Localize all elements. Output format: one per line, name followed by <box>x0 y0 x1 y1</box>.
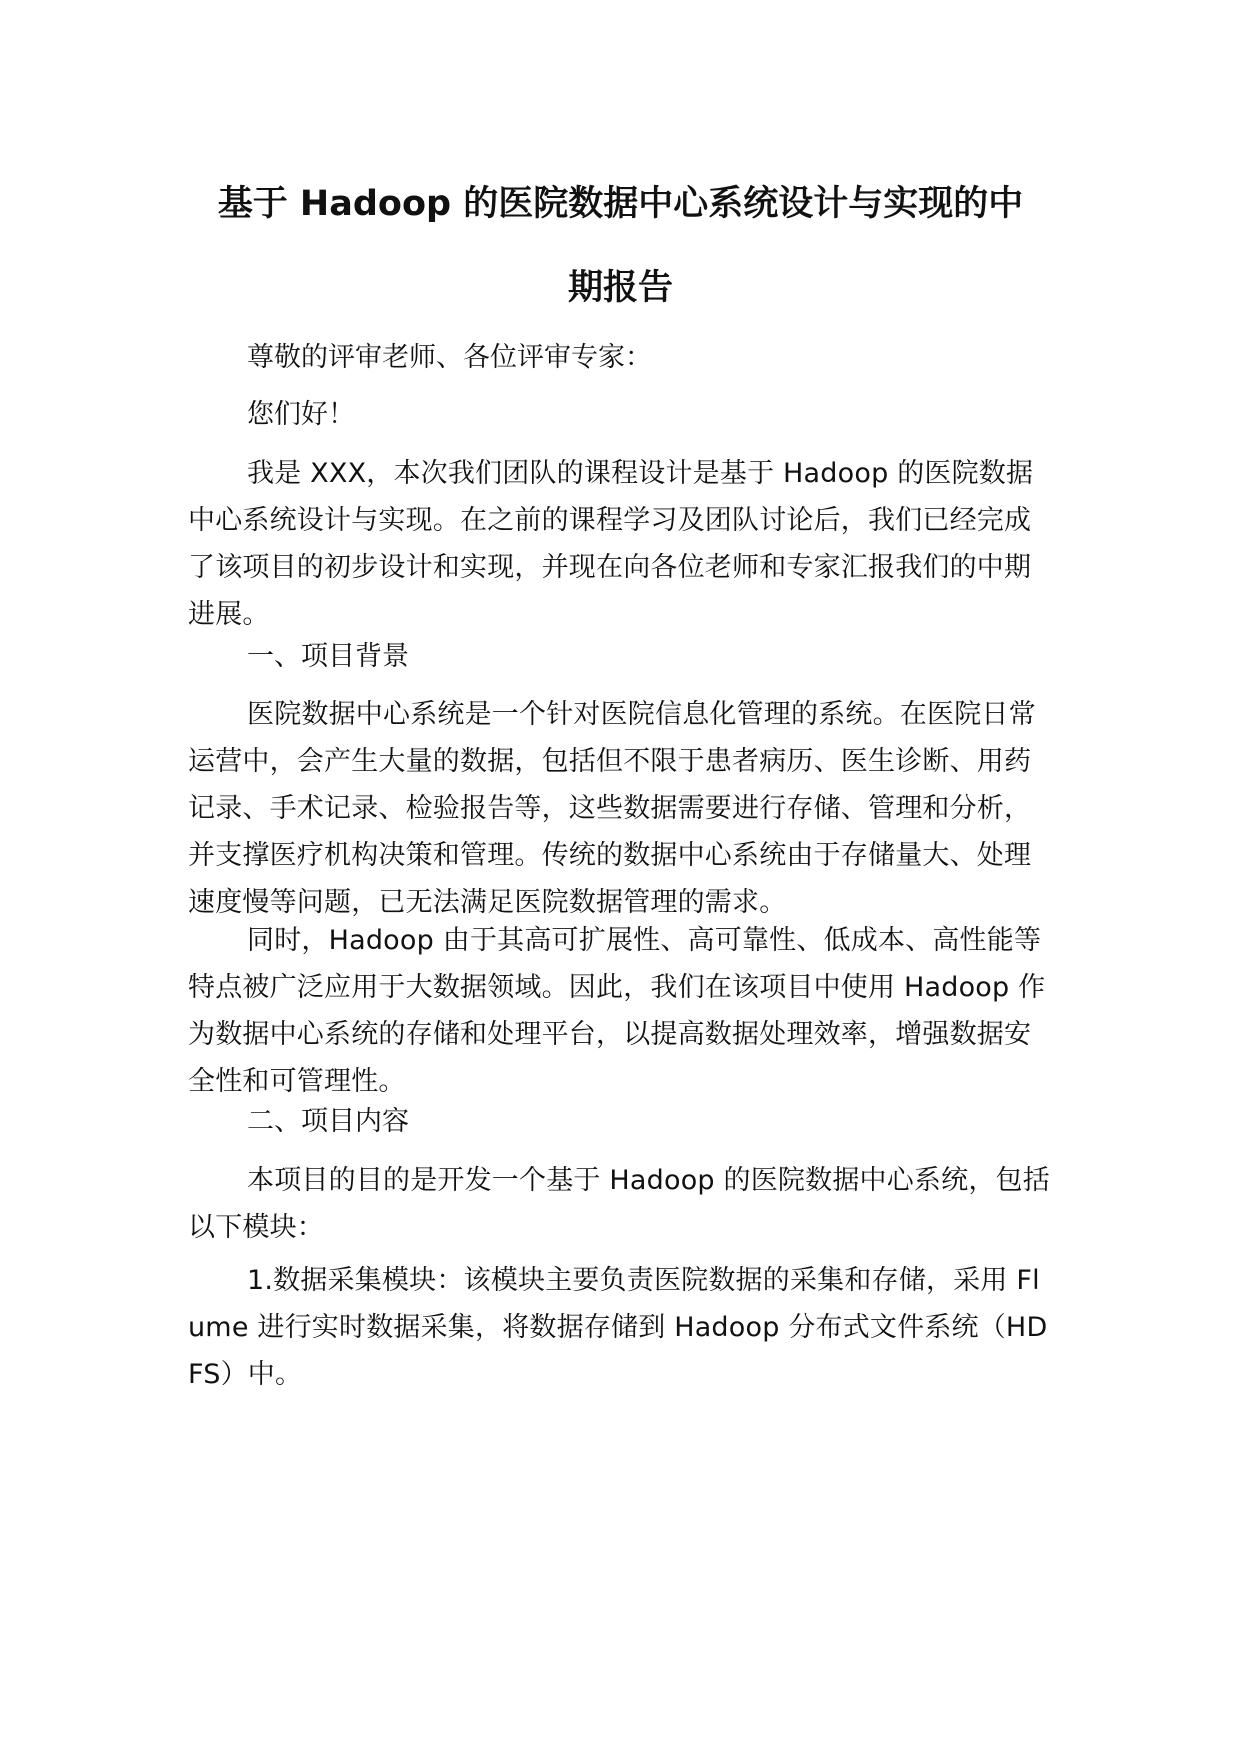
module-item-1: 1.数据采集模块：该模块主要负责医院数据的采集和存储，采用 Flume 进行实时数据采集，将数据存储到 Hadoop 分布式文件系统（HDFS）中。 <box>188 1265 1048 1390</box>
greeting: 您们好！ <box>247 399 355 430</box>
background-paragraph-1: 医院数据中心系统是一个针对医院信息化管理的系统。在医院日常运营中，会产生大量的数据，包括但不限于患者病历、医生诊断、用药记录、手术记录、检验报告等，这些数据需要进行存储、管理和分析，并支撑医疗机构决策和管理。传统的数据中心系统由于存储量大、处理速度慢等问题，已无法满足医院数据管理的需求。 <box>188 699 1036 918</box>
document-title-line-1: 基于 Hadoop 的医院数据中心系统设计与实现的中 <box>217 184 1024 224</box>
salutation: 尊敬的评审老师、各位评审专家： <box>247 342 652 373</box>
content-paragraph-1: 本项目的目的是开发一个基于 Hadoop 的医院数据中心系统，包括以下模块： <box>188 1165 1050 1243</box>
background-paragraph-2: 同时，Hadoop 由于其高可扩展性、高可靠性、低成本、高性能等特点被广泛应用于大数据领域。因此，我们在该项目中使用 Hadoop 作为数据中心系统的存储和处理平台，以提高数据处理效率，增强数据安全性和可管理性。 <box>188 925 1046 1097</box>
intro-paragraph: 我是 XXX，本次我们团队的课程设计是基于 Hadoop 的医院数据中心系统设计与实现。在之前的课程学习及团队讨论后，我们已经完成了该项目的初步设计和实现，并现在向各位老师和专家汇报我们的中期进展。 <box>188 458 1034 630</box>
section-heading-content: 二、项目内容 <box>247 1106 409 1137</box>
document-title-line-2: 期报告 <box>567 268 673 308</box>
section-heading-background: 一、项目背景 <box>247 641 409 672</box>
